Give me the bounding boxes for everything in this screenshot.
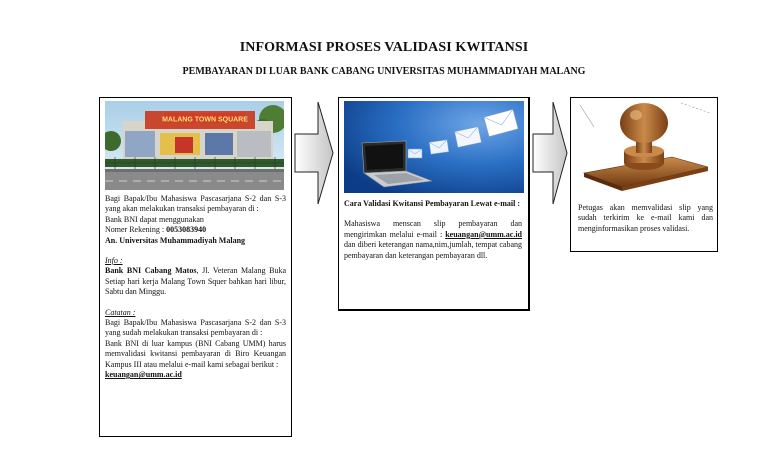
account-name: An. Universitas Muhammadiyah Malang [105,235,246,245]
info-body [105,266,286,297]
step1-text [105,194,286,381]
note-heading: Catatan : [105,307,136,317]
step1-bank-line: Bank BNI dapat menggunakan [105,214,204,224]
page-title: INFORMASI PROSES VALIDASI KWITANSI [239,40,529,55]
step2-box [338,97,530,311]
note-body-1: Bagi Bapak/Ibu Mahasiswa Pascasarjana S-2 dan S-3 yang sudah melakukan transaksi pembayaran di : [105,318,286,338]
step1-email-link[interactable]: keuangan@umm.ac.id [105,370,182,380]
step2-body-1: Mahasiswa menscan slip pembayaran dan mengirimkan melalui e-mail : [344,219,522,239]
step3-body: Petugas akan memvalidasi slip yang sudah terkirim ke e-mail kami dan menginformasikan proses validasi. [578,203,713,233]
step1-account [105,225,286,235]
step1-intro: Bagi Bapak/Ibu Mahasiswa Pascasarjana S-2 dan S-3 yang akan melakukan transaksi pembayaran di : [105,194,286,214]
account-number: 0053083940 [166,225,207,235]
info-heading: Info : [105,256,123,266]
step3-box [570,97,718,252]
step3-text [578,203,713,234]
arrow-right-icon [294,101,334,205]
info-branch: Bank BNI Cabang Matos [105,266,197,276]
step2-body-2: dan diberi keterangan nama,nim,jumlah, tempat cabang pembayaran dan keterangan pembayaran dll. [344,240,522,260]
email-illustration [344,101,524,193]
mall-photo [105,101,284,190]
step2-heading: Cara Validasi Kwitansi Pembayaran Lewat e-mail : [344,199,520,208]
stamp-illustration [576,101,714,193]
step2-email-link[interactable]: keuangan@umm.ac.id [445,229,523,239]
account-label: Nomer Rekening : [105,225,167,235]
mall-sign-text: MALANG TOWN SQUARE [162,116,248,124]
info-rest: , Jl. Veteran Malang Buka Setiap hari kerja Malang Town Squer bahkan hari libur, Sabtu dan Minggu. [105,266,286,297]
step1-box [99,97,292,437]
page-subtitle: PEMBAYARAN DI LUAR BANK CABANG UNIVERSITAS MUHAMMADIYAH MALANG [182,66,586,77]
note-body-2: Bank BNI di luar kampus (BNI Cabang UMM) harus memvalidasi kwitansi pembayaran di Biro Keuangan Kampus III atau melalui e-mail kami sebagai berikut : [105,338,286,369]
step2-text [344,199,522,261]
arrow-right-icon [532,101,568,205]
